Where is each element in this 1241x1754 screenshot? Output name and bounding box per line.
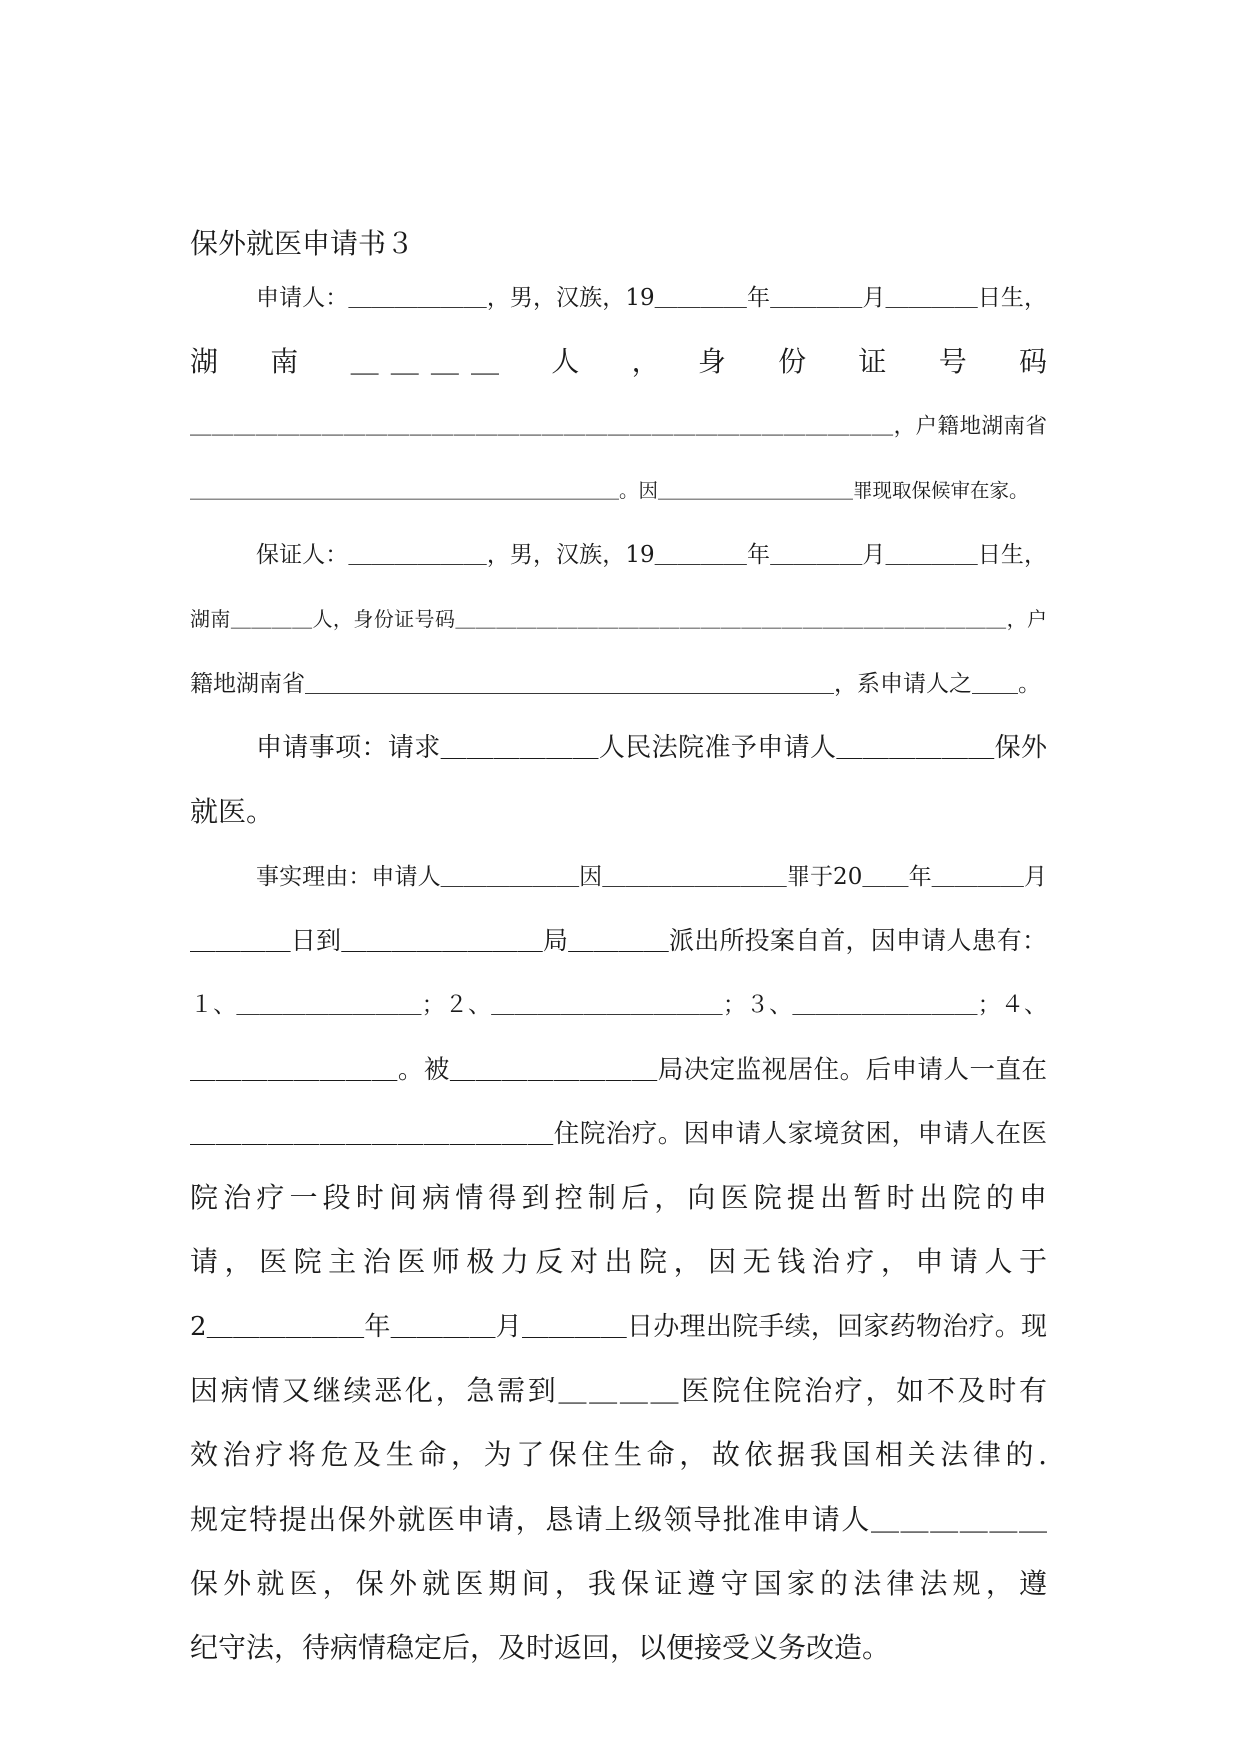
guarantor-paragraph (190, 523, 1047, 716)
document-title: 保外就医申请书３ (190, 227, 415, 260)
paragraph-line: 规定特提出保外就医申请，恳请上级领导批准申请人＿＿＿＿＿＿ (190, 1502, 1047, 1536)
paragraph-line: ＿＿＿＿＿＿＿＿＿＿＿＿＿＿住院治疗。因申请人家境贫困，申请人在医 (190, 1118, 1047, 1149)
paragraph-line: 湖 南 ＿＿＿＿ 人 ， 身 份 证 号 码 (190, 345, 1047, 379)
document-body (190, 222, 1047, 1681)
paragraph-line: 申请人：＿＿＿＿＿＿，男，汉族，19＿＿＿＿年＿＿＿＿月＿＿＿＿日生， (256, 285, 1047, 311)
paragraph-line: ＿＿＿＿日到＿＿＿＿＿＿＿＿局＿＿＿＿派出所投案自首，因申请人患有： (190, 925, 1047, 955)
paragraph-line: 纪守法，待病情稳定后，及时返回，以便接受义务改造。 (190, 1631, 891, 1665)
paragraph-line: 请，医院主治医师极力反对出院，因无钱治疗，申请人于 (190, 1245, 1047, 1279)
applicant-paragraph (190, 266, 1047, 523)
paragraph-line: 保外就医，保外就医期间，我保证遵守国家的法律法规，遵 (190, 1566, 1047, 1600)
paragraph-line: 保证人：＿＿＿＿＿＿，男，汉族，19＿＿＿＿年＿＿＿＿月＿＿＿＿日生， (256, 542, 1047, 569)
paragraph-line: 湖南＿＿＿＿人，身份证号码＿＿＿＿＿＿＿＿＿＿＿＿＿＿＿＿＿＿＿＿＿＿＿＿＿＿＿，户 (190, 607, 1047, 632)
paragraph-line: 就医。 (190, 795, 275, 829)
request-paragraph (190, 716, 1047, 845)
paragraph-line: 院治疗一段时间病情得到控制后，向医院提出暂时出院的申 (190, 1181, 1047, 1215)
paragraph-line: 申请事项：请求＿＿＿＿＿＿人民法院准予申请人＿＿＿＿＿＿保外 (256, 733, 1047, 764)
paragraph-line: 2＿＿＿＿＿＿年＿＿＿＿月＿＿＿＿日办理出院手续，回家药物治疗。现 (190, 1311, 1047, 1342)
paragraph-line: 事实理由：申请人＿＿＿＿＿＿因＿＿＿＿＿＿＿＿罪于20＿＿年＿＿＿＿月 (256, 863, 1047, 890)
document-paragraphs (190, 266, 1047, 1681)
paragraph-line: １、＿＿＿＿＿＿＿＿；２、＿＿＿＿＿＿＿＿＿＿；３、＿＿＿＿＿＿＿＿；４、 (190, 992, 1047, 1019)
paragraph-line: ＿＿＿＿＿＿＿＿。被＿＿＿＿＿＿＿＿局决定监视居住。后申请人一直在 (190, 1054, 1047, 1085)
paragraph-line: ＿＿＿＿＿＿＿＿＿＿＿＿＿＿＿＿＿＿＿＿＿＿＿＿＿＿＿＿＿＿＿＿，户籍地湖南省 (190, 413, 1047, 439)
paragraph-line: ＿＿＿＿＿＿＿＿＿＿＿＿＿＿＿＿＿＿＿＿＿＿。因＿＿＿＿＿＿＿＿＿＿罪现取保候审在家。 (190, 478, 1029, 502)
paragraph-line: 籍地湖南省＿＿＿＿＿＿＿＿＿＿＿＿＿＿＿＿＿＿＿＿＿＿＿，系申请人之＿＿。 (190, 670, 1041, 697)
reasons-paragraph (190, 845, 1047, 1681)
paragraph-line: 效治疗将危及生命，为了保住生命，故依据我国相关法律的. (190, 1438, 1047, 1472)
paragraph-line: 因病情又继续恶化，急需到＿＿＿＿医院住院治疗，如不及时有 (190, 1374, 1047, 1408)
